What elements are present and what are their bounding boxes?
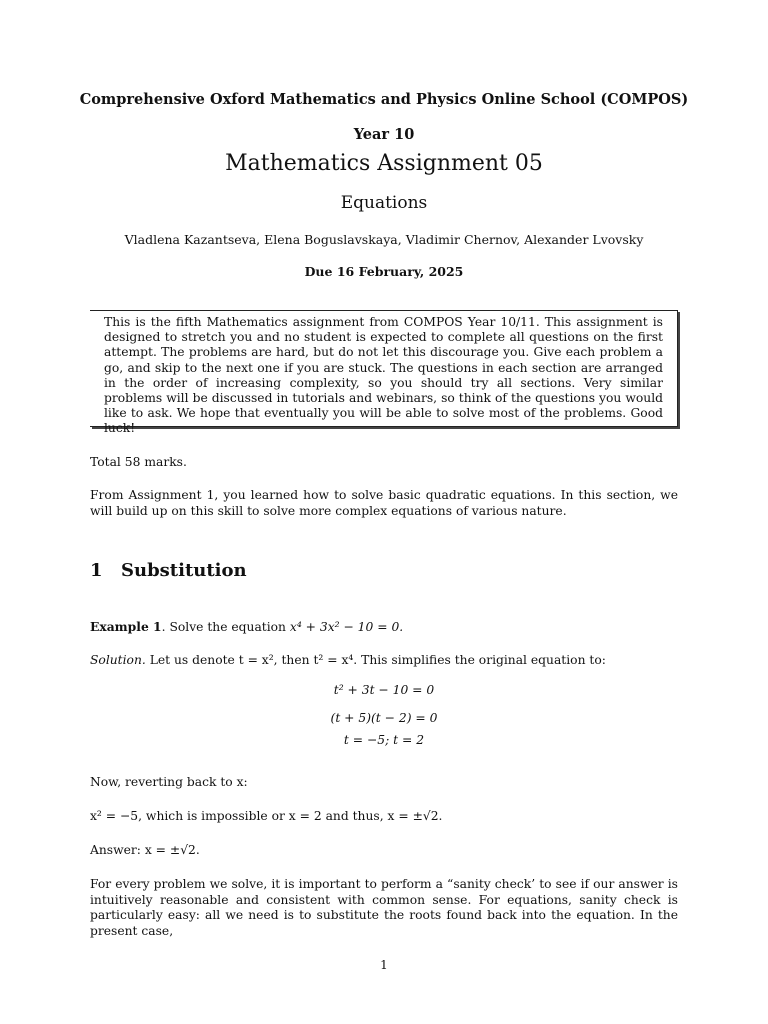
solution-intro [90,653,678,669]
section-number: 1 [90,560,103,581]
page-number: 1 [380,958,388,972]
school-name: Comprehensive Oxford Mathematics and Physics Online School (COMPOS) [79,91,689,108]
equation-line: (t + 5)(t − 2) = 0 [330,711,438,725]
revert-text: Now, reverting back to x: [90,775,248,789]
section-heading [90,560,247,581]
total-marks: Total 58 marks. [90,455,187,469]
year-label: Year 10 [353,126,415,143]
solution-text: Let us denote t = x², then t² = x⁴. This simplifies the original equation to: [145,653,606,667]
example-statement [90,619,678,636]
answer-text: Answer: x = ±√2. [90,843,200,857]
sanity-paragraph: For every problem we solve, it is important to perform a “sanity check’ to see if our answer is intuitively reasonable and consistent with common sense. For equations, sanity check is particularly easy: all we need is to substitute the roots found back into the equation. In the present case, [90,877,678,938]
intro-paragraph: From Assignment 1, you learned how to solve basic quadratic equations. In this section, we will build up on this skill to solve more complex equations of various nature. [90,488,678,518]
equation-line: t = −5; t = 2 [343,733,425,747]
authors: Vladlena Kazantseva, Elena Boguslavskaya, Vladimir Chernov, Alexander Lvovsky [124,232,644,247]
equation-line: t² + 3t − 10 = 0 [333,683,435,697]
solution-label: Solution. [90,653,146,667]
notice-box [90,310,678,436]
example-equation: x⁴ + 3x² − 10 = 0. [289,620,404,634]
example-prompt: . Solve the equation [161,620,290,634]
notice-text: This is the fifth Mathematics assignment from COMPOS Year 10/11. This assignment is designed to stretch you and no student is expected to complete all questions on the first attempt. The problems are hard, but do not let this discourage you. Give each problem a go, and skip to the next one if you are stuck. The questions in each section are arranged in the order of increasing complexity, so you should try all sections. Very similar problems will be discussed in tutorials and webinars, so think of the questions you would like to ask. We hope that eventually you will be able to solve most of the problems. Good luck! [104,315,663,436]
page-title: Mathematics Assignment 05 [225,151,543,176]
due-date: Due 16 February, 2025 [304,264,464,279]
result-text: x² = −5, which is impossible or x = 2 and thus, x = ±√2. [90,809,443,823]
example-label: Example 1 [90,619,162,634]
page-subtitle: Equations [340,193,428,213]
section-title: Substitution [121,560,247,581]
